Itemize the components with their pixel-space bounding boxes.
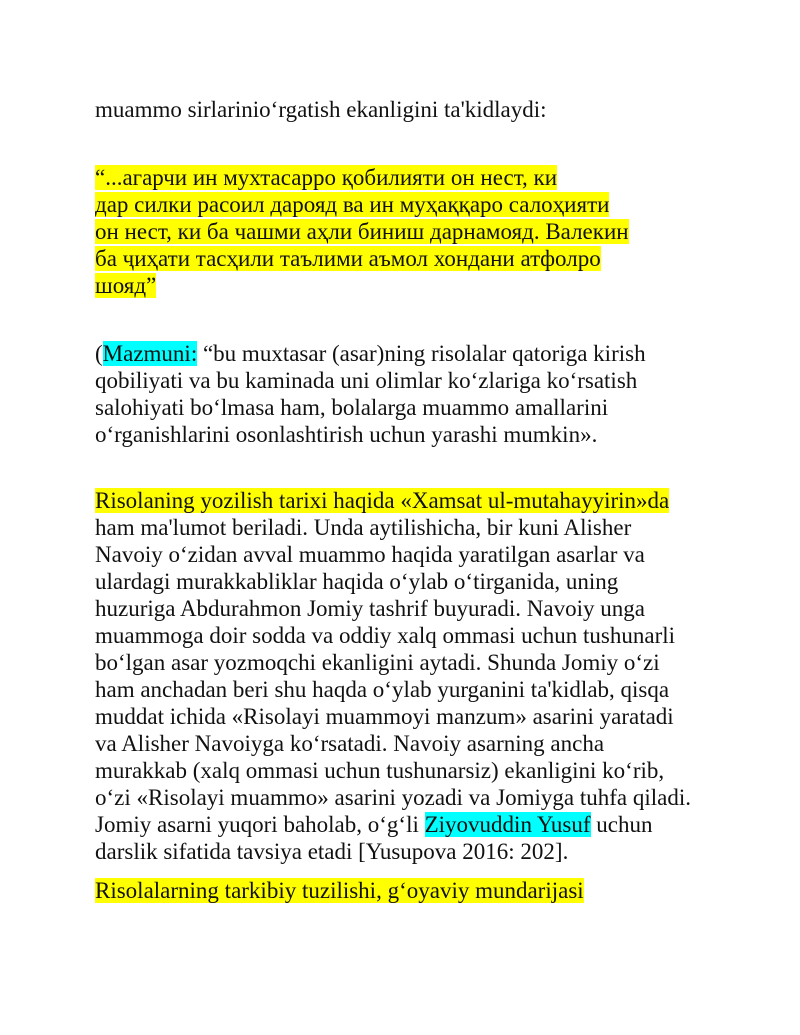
history-line (95, 730, 604, 757)
history-line (95, 622, 675, 649)
history-line (95, 784, 691, 811)
history-text: muammoga doir sodda va oddiy xalq ommasi uchun tushunarli (95, 623, 676, 648)
quote-text: шояд” (95, 273, 157, 298)
history-line (95, 703, 674, 730)
history-text: o‘zi «Risolayi muammo» asarini yozadi va Jomiyga tuhfa qiladi. (95, 785, 691, 810)
meaning-text: “bu muxtasar (asar)ning risolalar qatoriga kirish (197, 341, 646, 366)
meaning-line (95, 340, 646, 367)
history-line (95, 676, 669, 703)
quote-line (95, 245, 601, 272)
history-text: Navoiy o‘zidan avval muammo haqida yaratilgan asarlar va (95, 542, 645, 567)
meaning-text: salohiyati bo‘lmasa ham, bolalarga muammo amallarini (95, 395, 609, 420)
quote-line (95, 191, 609, 218)
history-line (95, 568, 618, 595)
section-heading-text: Risolalarning tarkibiy tuzilishi, g‘oyaviy mundarijasi (95, 878, 584, 903)
quote-line (95, 218, 629, 245)
history-text: darslik sifatida tavsiya etadi [Yusupova 2016: 202]. (95, 839, 569, 864)
history-text: bo‘lgan asar yozmoqchi ekanligini aytadi. Shunda Jomiy o‘zi (95, 650, 660, 675)
history-text: ulardagi murakkabliklar haqida o‘ylab o‘tirganida, uning (95, 569, 619, 594)
history-text: ham anchadan beri shu haqda o‘ylab yurganini ta'kidlab, qisqa (95, 677, 670, 702)
history-line (95, 487, 669, 514)
person-name-highlight: Ziyovuddin Yusuf (424, 812, 591, 837)
history-text: muddat ichida «Risolayi muammoyi manzum» asarini yaratadi (95, 704, 674, 729)
quote-text: дар силки расоил дарояд ва ин муҳаққаро салоҳияти (95, 192, 610, 217)
history-text: va Alisher Navoiyga ko‘rsatadi. Navoiy asarning ancha (95, 731, 605, 756)
meaning-label: Mazmuni: (102, 341, 198, 366)
intro-line (95, 96, 547, 123)
meaning-line (95, 367, 637, 394)
history-line (95, 649, 660, 676)
history-first-text: Risolaning yozilish tarixi haqida «Xamsat ul-mutahayyirin»da (95, 488, 670, 513)
history-text: huzuriga Abdurahmon Jomiy tashrif buyuradi. Navoiy unga (95, 596, 645, 621)
history-line (95, 838, 568, 865)
quote-line (95, 272, 156, 299)
history-line (95, 595, 645, 622)
intro-text: muammo sirlarinio‘rgatish ekanligini ta'kidlaydi: (95, 97, 547, 122)
history-line (95, 541, 645, 568)
meaning-line (95, 394, 608, 421)
history-text: Jomiy asarni yuqori baholab, o‘g‘li (95, 812, 425, 837)
history-text: murakkab (xalq ommasi uchun tushunarsiz) ekanligini ko‘rib, (95, 758, 665, 783)
history-line (95, 757, 664, 784)
quote-text: ба ҷиҳати тасҳили таълими аъмол хондани атфолро (95, 246, 601, 271)
history-text: ham ma'lumot beriladi. Unda aytilishicha, bir kuni Alisher (95, 515, 632, 540)
history-line (95, 811, 652, 838)
history-line (95, 514, 631, 541)
quote-text: он нест, ки ба чашми аҳли биниш дарнамояд. Валекин (95, 219, 629, 244)
quote-line (95, 164, 557, 191)
history-text: uchun (590, 812, 653, 837)
section-heading (95, 877, 584, 904)
meaning-line (95, 421, 597, 448)
meaning-text: o‘rganishlarini osonlashtirish uchun yarashi mumkin». (95, 422, 598, 447)
quote-text: “...агарчи ин мухтасарро қобилияти он нест, ки (95, 165, 558, 190)
open-paren: ( (95, 341, 103, 366)
meaning-text: qobiliyati va bu kaminada uni olimlar ko‘zlariga ko‘rsatish (95, 368, 638, 393)
